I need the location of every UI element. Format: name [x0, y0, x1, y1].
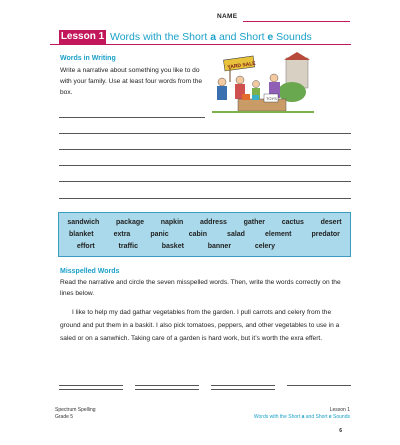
title-part: Sounds: [273, 31, 312, 43]
answer-line[interactable]: [59, 385, 123, 386]
footer-lesson: Lesson 1: [329, 407, 350, 413]
word: basket: [161, 243, 184, 250]
footer-book-title: Spectrum Spelling: [55, 407, 96, 413]
footer-grade: Grade 5: [55, 414, 74, 420]
price-tag-text: TOYS: [266, 96, 277, 101]
writing-line[interactable]: [59, 133, 351, 134]
writing-line[interactable]: [59, 149, 351, 150]
writing-line[interactable]: [59, 181, 351, 182]
misspelled-story: I like to help my dad gathar vegetables from the garden. I pull carrots and celery from the ground and put them in a baskit. I also pick tomatoes, peppers, and other vegetables to use in a saled or on a sanwhich. Taking care of a garden is hard work, but it’s worth the exra effert.: [60, 309, 340, 342]
footer-title-part: and Short: [304, 414, 329, 420]
footer-left: [55, 407, 96, 421]
word: extra: [113, 231, 131, 238]
footer-letter-e: e: [328, 414, 332, 420]
word: salad: [227, 231, 245, 238]
word: gather: [243, 219, 265, 226]
yard-sale-illustration: [212, 52, 314, 118]
misspelled-words-heading: Misspelled Words: [60, 268, 120, 275]
lesson-badge: Lesson 1: [60, 31, 105, 42]
footer-right: [254, 407, 350, 421]
word: celery: [254, 243, 276, 250]
footer-title-part: Sounds: [331, 414, 350, 420]
word: address: [200, 219, 227, 226]
word: traffic: [118, 243, 138, 250]
title-letter-e: e: [267, 31, 274, 43]
answer-line[interactable]: [287, 385, 351, 386]
word-box: [58, 212, 351, 257]
word-row: [65, 243, 287, 250]
word-row: [59, 219, 350, 226]
word: package: [115, 219, 145, 226]
lesson-title: [110, 30, 312, 44]
writing-line[interactable]: [59, 117, 205, 118]
word: element: [265, 231, 292, 238]
word: desert: [320, 219, 342, 226]
answer-line[interactable]: [135, 385, 199, 386]
word: effort: [76, 243, 95, 250]
sign-text: YARD SALE: [227, 60, 257, 71]
writing-instructions: Write a narrative about something you like to do with your family. Use at least four words from the box.: [60, 67, 203, 96]
title-letter-a: a: [210, 31, 217, 43]
misspelled-instructions: Read the narrative and circle the seven misspelled words. Then, write the words correctly on the lines below.: [60, 279, 341, 297]
word: panic: [150, 231, 169, 238]
title-part: and Short: [216, 31, 268, 43]
word: cactus: [281, 219, 304, 226]
page-number: 6: [339, 428, 342, 434]
word: predator: [311, 231, 340, 238]
words-in-writing-heading: Words in Writing: [60, 55, 116, 62]
name-line: [243, 21, 350, 22]
writing-line[interactable]: [59, 198, 351, 199]
footer-lesson-title: [254, 414, 350, 421]
writing-line[interactable]: [59, 165, 351, 166]
answer-line[interactable]: [59, 389, 123, 390]
word: cabin: [188, 231, 207, 238]
word-row: [59, 231, 350, 238]
footer-letter-a: a: [301, 414, 305, 420]
word: napkin: [160, 219, 184, 226]
word: banner: [207, 243, 232, 250]
footer-title-part: Words with the Short: [253, 414, 302, 420]
name-field[interactable]: [217, 13, 350, 23]
answer-line[interactable]: [211, 385, 275, 386]
title-part: Words with the Short: [110, 31, 211, 43]
word: sandwich: [67, 219, 100, 226]
lesson-header: [50, 29, 351, 45]
answer-line[interactable]: [211, 389, 275, 390]
name-label: NAME: [217, 13, 238, 20]
answer-line[interactable]: [135, 389, 199, 390]
word: blanket: [69, 231, 94, 238]
